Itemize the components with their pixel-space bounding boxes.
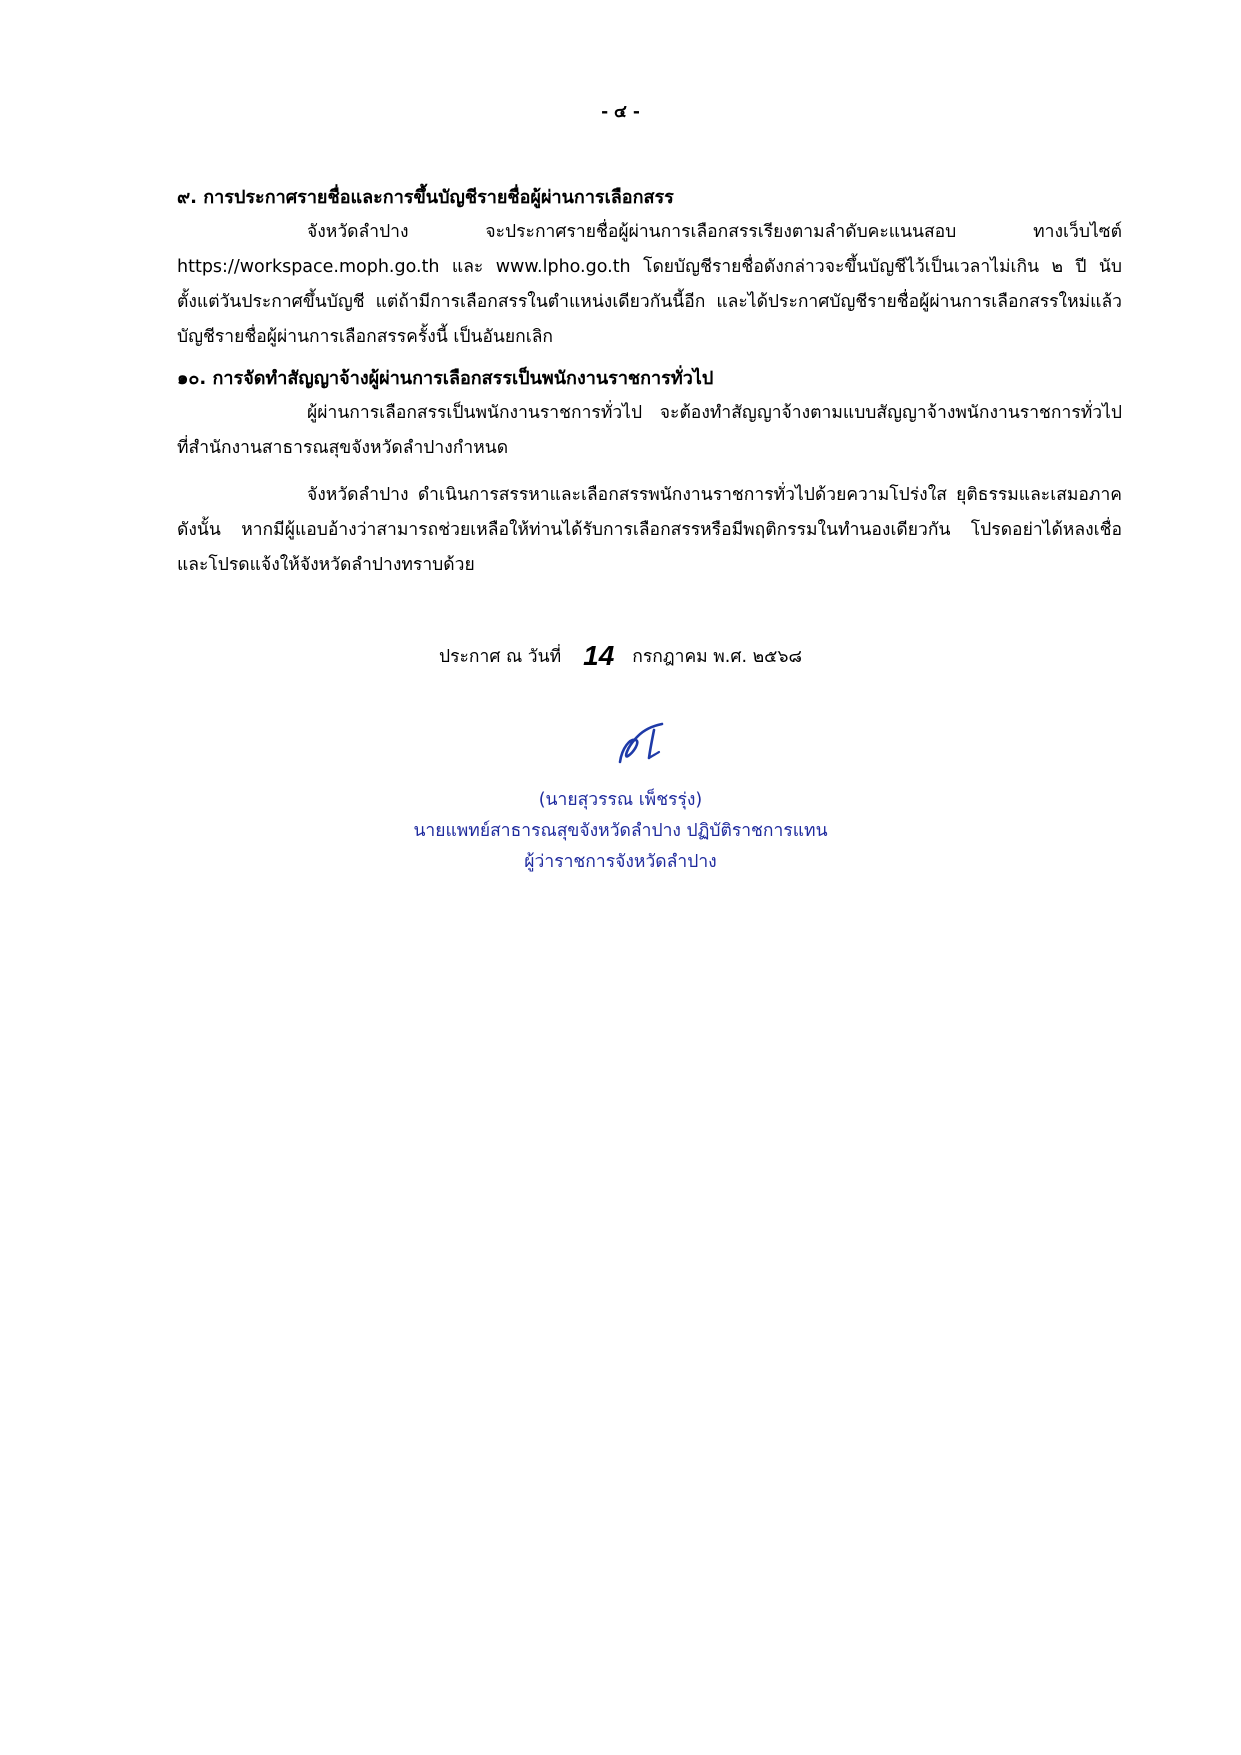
signer-name: (นายสุวรรณ เพ็ชรรุ่ง) <box>538 790 703 810</box>
announcement-month-year: กรกฎาคม พ.ศ. ๒๕๖๘ <box>632 647 802 667</box>
handwritten-signature <box>612 718 672 768</box>
section-10-paragraph: ผู้ผ่านการเลือกสรรเป็นพนักงานราชการทั่วไป จะต้องทำสัญญาจ้างตามแบบสัญญาจ้างพนักงานราชการทั่วไป ที่สำนักงานสาธารณสุขจังหวัดลำปางกำหนด <box>177 403 1122 458</box>
section-10-heading: ๑๐. การจัดทำสัญญาจ้างผู้ผ่านการเลือกสรรเป็นพนักงานราชการทั่วไป <box>177 368 714 389</box>
signer-position: นายแพทย์สาธารณสุขจังหวัดลำปาง ปฏิบัติราชการแทน <box>413 821 828 841</box>
document-body <box>177 180 1122 583</box>
signer-block <box>0 785 1241 878</box>
signer-on-behalf-of: ผู้ว่าราชการจังหวัดลำปาง <box>524 852 717 872</box>
transparency-notice-paragraph: จังหวัดลำปาง ดำเนินการสรรหาและเลือกสรรพนักงานราชการทั่วไปด้วยความโปร่งใส ยุติธรรมและเสมอภาค ดังนั้น หากมีผู้แอบอ้างว่าสามารถช่วยเหลือให้ท่านได้รับการเลือกสรรหรือมีพฤติกรรมในทำนองเดียวกัน โปรดอย่าได้หลงเชื่อและโปรดแจ้งให้จังหวัดลำปางทราบด้วย <box>177 485 1122 575</box>
announcement-day: 14 <box>583 640 615 671</box>
announcement-date <box>0 640 1241 672</box>
announcement-date-prefix: ประกาศ ณ วันที่ <box>439 647 562 667</box>
page-number: - ๔ - <box>601 102 640 122</box>
section-9-paragraph: จังหวัดลำปาง จะประกาศรายชื่อผู้ผ่านการเลือกสรรเรียงตามลำดับคะแนนสอบ ทางเว็บไซต์ https://workspace.moph.go.th และ www.lpho.go.th โดยบัญชีรายชื่อดังกล่าวจะขึ้นบัญชีไว้เป็นเวลาไม่เกิน ๒ ปี นับตั้งแต่วันประกาศขึ้นบัญชี แต่ถ้ามีการเลือกสรรในตำแหน่งเดียวกันนี้อีก และได้ประกาศบัญชีรายชื่อผู้ผ่านการเลือกสรรใหม่แล้ว บัญชีรายชื่อผู้ผ่านการเลือกสรรครั้งนี้ เป็นอันยกเลิก <box>177 222 1122 347</box>
section-9-heading: ๙. การประกาศรายชื่อและการขึ้นบัญชีรายชื่อผู้ผ่านการเลือกสรร <box>177 187 674 208</box>
